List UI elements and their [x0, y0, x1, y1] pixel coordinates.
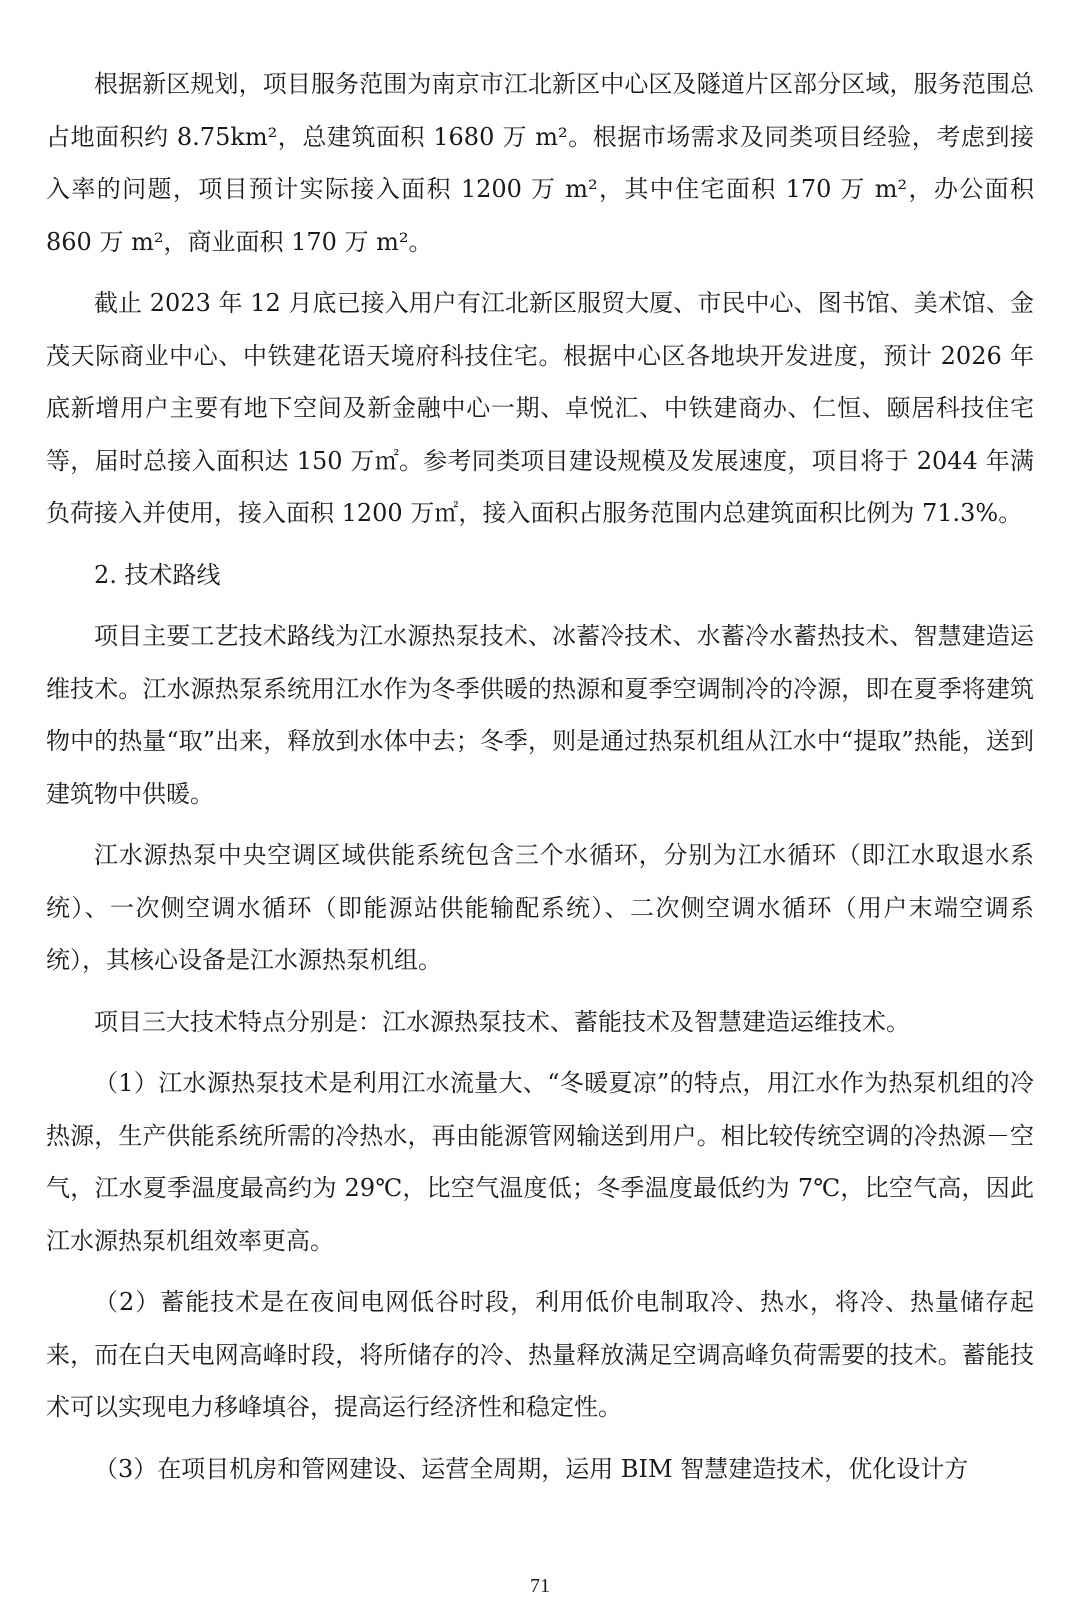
page-number: 71 [530, 1575, 550, 1597]
paragraph-service-scope: 根据新区规划，项目服务范围为南京市江北新区中心区及隧道片区部分区域，服务范围总占地面积约 8.75km²，总建筑面积 1680 万 m²。根据市场需求及同类项目经验，考虑到接入率的问题，项目预计实际接入面积 1200 万 m²，其中住宅面积 170 万 m²，办公面积 860 万 m²，商业面积 170 万 m²。 [46, 70, 1034, 256]
section-heading-technical-route: 2. 技术路线 [94, 560, 221, 589]
document-page [46, 58, 1034, 1504]
paragraph-feature-1: （1）江水源热泵技术是利用江水流量大、“冬暖夏凉”的特点，用江水作为热泵机组的冷热源，生产供能系统所需的冷热水，再由能源管网输送到用户。相比较传统空调的冷热源－空气，江水夏季温度最高约为 29℃，比空气温度低；冬季温度最低约为 7℃，比空气高，因此江水源热泵机组效率更高。 [46, 1069, 1034, 1255]
paragraph-three-features: 项目三大技术特点分别是：江水源热泵技术、蓄能技术及智慧建造运维技术。 [94, 1007, 910, 1036]
paragraph-process-route: 项目主要工艺技术路线为江水源热泵技术、冰蓄冷技术、水蓄冷水蓄热技术、智慧建造运维技术。江水源热泵系统用江水作为冬季供暖的热源和夏季空调制冷的冷源，即在夏季将建筑物中的热量“取”出来，释放到水体中去；冬季，则是通过热泵机组从江水中“提取”热能，送到建筑物中供暖。 [46, 622, 1034, 808]
paragraph-water-cycles: 江水源热泵中央空调区域供能系统包含三个水循环，分别为江水循环（即江水取退水系统）、一次侧空调水循环（即能源站供能输配系统）、二次侧空调水循环（用户末端空调系统），其核心设备是江水源热泵机组。 [46, 841, 1034, 974]
paragraph-feature-2: （2）蓄能技术是在夜间电网低谷时段，利用低价电制取冷、热水，将冷、热量储存起来，而在白天电网高峰时段，将所储存的冷、热量释放满足空调高峰负荷需要的技术。蓄能技术可以实现电力移峰填谷，提高运行经济性和稳定性。 [46, 1288, 1034, 1421]
paragraph-connected-users: 截止 2023 年 12 月底已接入用户有江北新区服贸大厦、市民中心、图书馆、美术馆、金茂天际商业中心、中铁建花语天境府科技住宅。根据中心区各地块开发进度，预计 2026 年底新增用户主要有地下空间及新金融中心一期、卓悦汇、中铁建商办、仁恒、颐居科技住宅等，届时总接入面积达 150 万㎡。参考同类项目建设规模及发展速度，项目将于 2044 年满负荷接入并使用，接入面积 1200 万㎡，接入面积占服务范围内总建筑面积比例为 71.3%。 [46, 289, 1034, 527]
paragraph-feature-3: （3）在项目机房和管网建设、运营全周期，运用 BIM 智慧建造技术，优化设计方 [94, 1454, 969, 1483]
